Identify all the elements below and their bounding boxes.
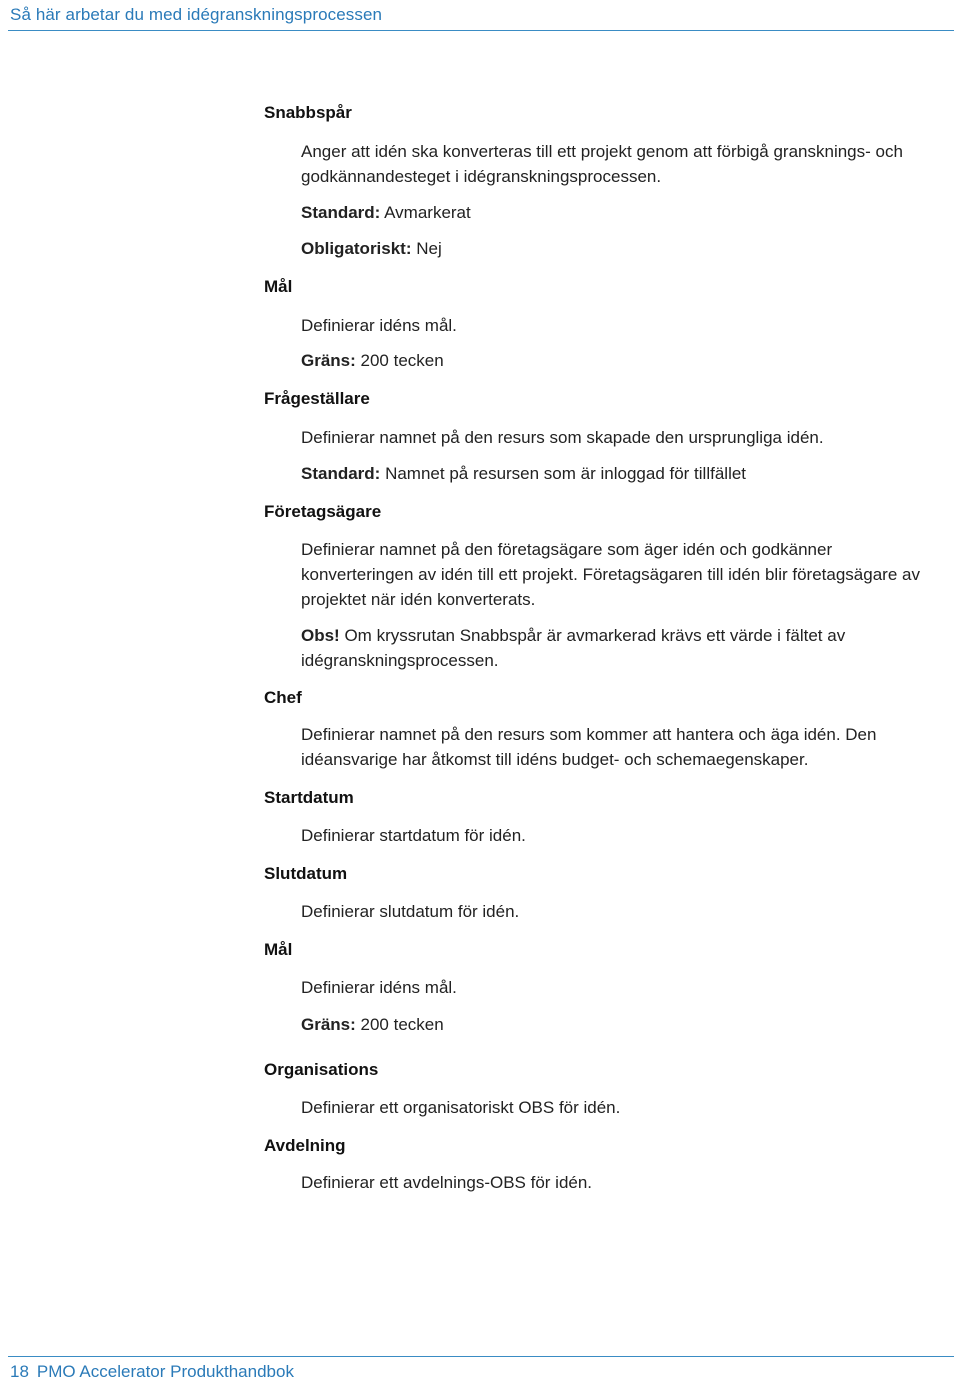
field-limit	[301, 348, 936, 373]
field-description: Definierar ett avdelnings-OBS för idén.	[301, 1173, 593, 1192]
field-name-chef: Chef	[264, 688, 302, 707]
mandatory-label: Obligatoriskt:	[301, 239, 412, 258]
field-mandatory	[301, 236, 936, 261]
note-label: Obs!	[301, 626, 340, 645]
field-name-slutdatum: Slutdatum	[264, 864, 348, 883]
field-limit	[301, 1012, 936, 1037]
field-description: Definierar idéns mål.	[301, 316, 457, 335]
field-description: Definierar slutdatum för idén.	[301, 902, 520, 921]
field-description: Definierar namnet på den resurs som kommer att hantera och äga idén. Den idéansvarige har åtkomst till idéns budget- och schemaegenskaper.	[301, 725, 877, 769]
note-value: Om kryssrutan Snabbspår är avmarkerad krävs ett värde i fältet av idégranskningsprocessen.	[301, 626, 846, 670]
default-value: Namnet på resursen som är inloggad för tillfället	[380, 464, 747, 483]
field-name-mal-2: Mål	[264, 940, 293, 959]
limit-value: 200 tecken	[355, 1015, 444, 1034]
field-description: Definierar startdatum för idén.	[301, 826, 526, 845]
limit-value: 200 tecken	[355, 351, 444, 370]
footer-divider	[8, 1356, 954, 1357]
mandatory-value: Nej	[411, 239, 442, 258]
field-name-foretagsagare: Företagsägare	[264, 502, 382, 521]
header-divider	[8, 30, 954, 31]
default-value: Avmarkerat	[380, 203, 471, 222]
field-note	[301, 623, 936, 673]
field-description: Definierar namnet på den resurs som skapade den ursprungliga idén.	[301, 428, 824, 447]
default-label: Standard:	[301, 464, 381, 483]
field-name-organisations: Organisations	[264, 1060, 379, 1079]
header-title: Så här arbetar du med idégranskningsprocessen	[10, 5, 383, 24]
footer-book-title: PMO Accelerator Produkthandbok	[36, 1362, 294, 1381]
field-name-mal: Mål	[264, 277, 293, 296]
field-default	[301, 200, 936, 225]
default-label: Standard:	[301, 203, 381, 222]
page-number: 18	[10, 1362, 29, 1381]
limit-label: Gräns:	[301, 1015, 356, 1034]
field-description: Definierar namnet på den företagsägare som äger idén och godkänner konverteringen av idén till ett projekt. Företagsägaren till idén blir företagsägare av projektet när idén konverterats.	[301, 540, 920, 609]
field-name-startdatum: Startdatum	[264, 788, 354, 807]
field-description: Definierar ett organisatoriskt OBS för idén.	[301, 1098, 621, 1117]
footer-text	[10, 1362, 294, 1382]
field-description: Anger att idén ska konverteras till ett projekt genom att förbigå gransknings- och godkännandesteget i idégranskningsprocessen.	[301, 142, 903, 186]
field-name-snabbspar: Snabbspår	[264, 103, 352, 122]
limit-label: Gräns:	[301, 351, 356, 370]
field-description: Definierar idéns mål.	[301, 978, 457, 997]
field-default	[301, 461, 936, 486]
field-name-fragestallare: Frågeställare	[264, 389, 370, 408]
field-name-avdelning: Avdelning	[264, 1136, 346, 1155]
